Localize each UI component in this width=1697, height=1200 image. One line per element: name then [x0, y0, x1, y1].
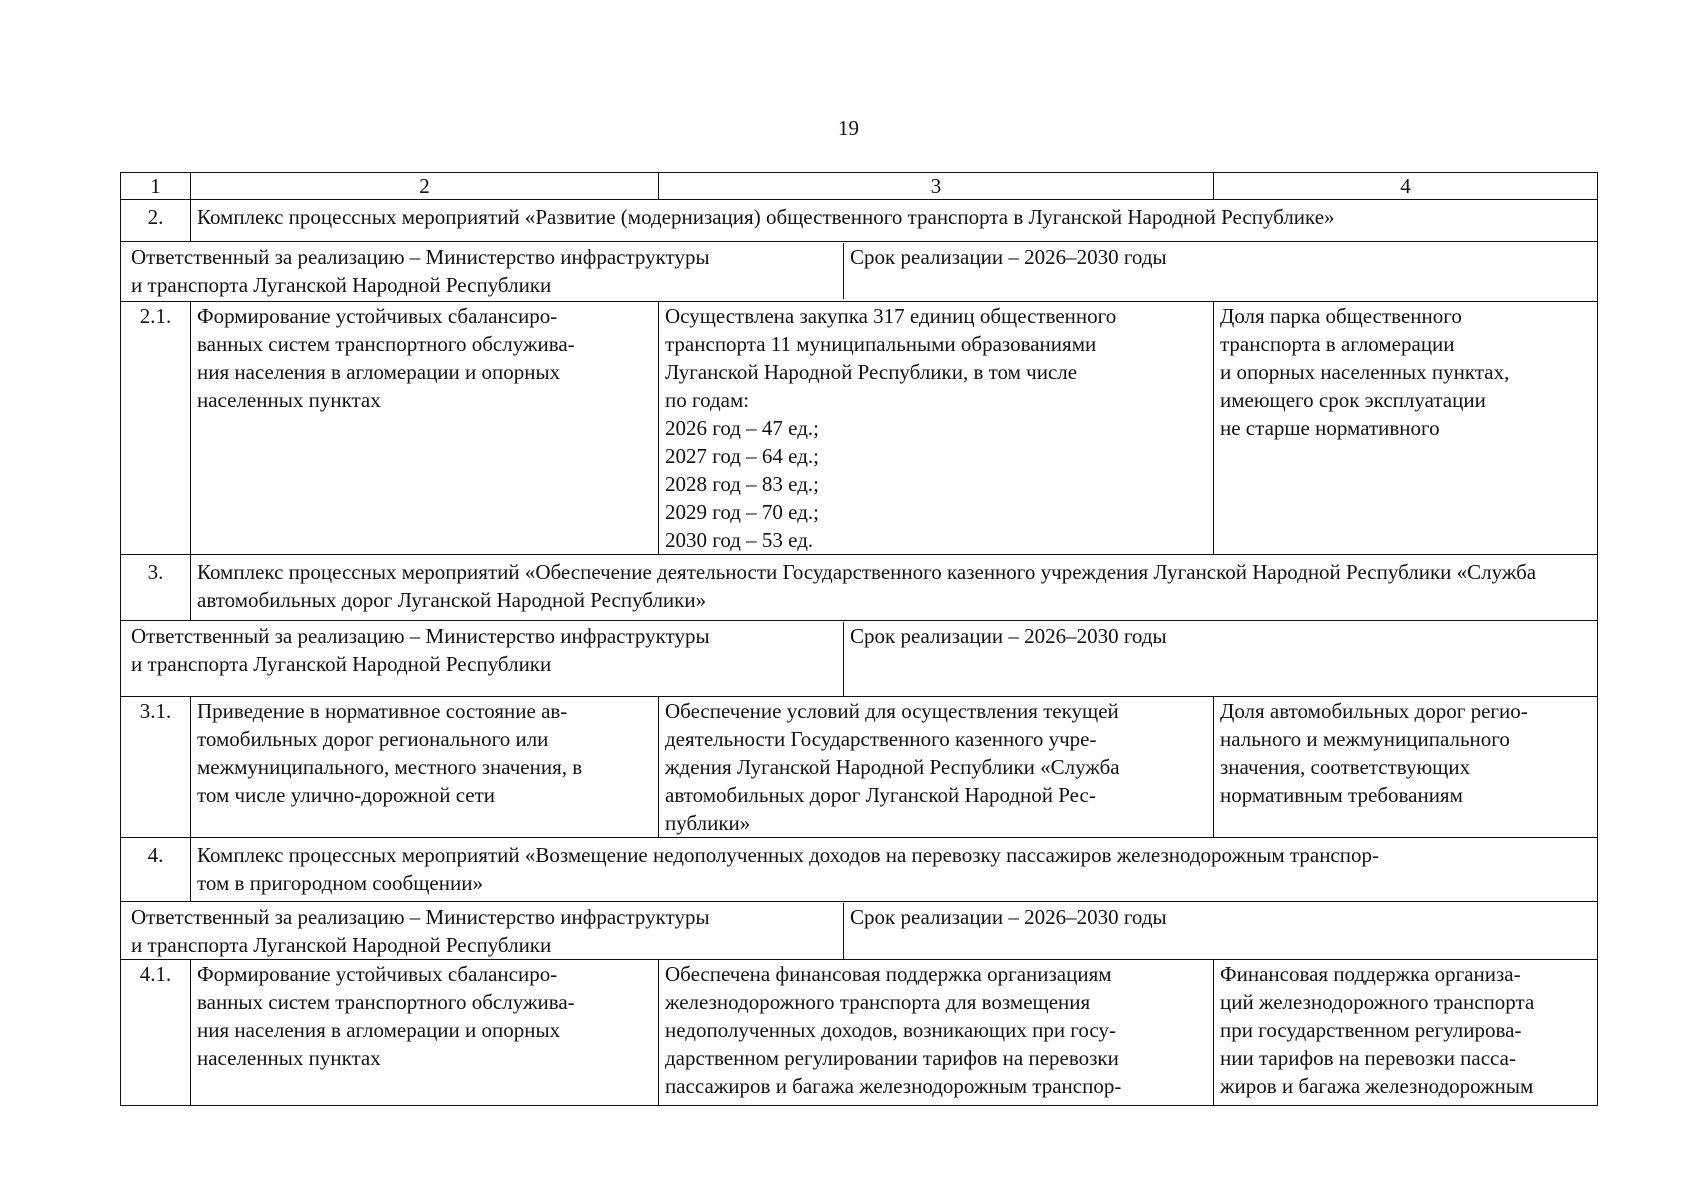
item-effect: Обеспечение условий для осуществления текущей деятельности Государственного казенного учре- ждения Луганской Народной Республики «Служба автомобильных дорог Луганской Народной Рес- публики» — [659, 697, 1214, 838]
item-indicator: Доля автомобильных дорог регио- нального и межмуниципального значения, соответствующих нормативным требованиям — [1214, 697, 1598, 838]
period-text: Срок реализации – 2026–2030 годы — [850, 624, 1167, 648]
column-number-2: 2 — [191, 173, 659, 200]
responsible-text: Ответственный за реализацию – Министерство инфраструктуры и транспорта Луганской Народной Республики — [121, 622, 844, 696]
period-text: Срок реализации – 2026–2030 годы — [850, 905, 1167, 929]
item-task: Формирование устойчивых сбалансиро- ванных систем транспортного обслужива- ния населения в агломерации и опорных населенных пунктах — [191, 302, 659, 555]
complex-row — [121, 555, 1598, 621]
responsible-text: Ответственный за реализацию – Министерство инфраструктуры и транспорта Луганской Народной Республики — [121, 903, 844, 959]
item-indicator: Финансовая поддержка организа- ций железнодорожного транспорта при государственном регулирова- нии тарифов на перевозки пасса- жиров и багажа железнодорожным — [1214, 960, 1598, 1106]
measures-table — [120, 172, 1598, 1106]
item-row — [121, 697, 1598, 838]
item-number: 2.1. — [121, 302, 191, 555]
period-text: Срок реализации – 2026–2030 годы — [850, 245, 1167, 269]
complex-title: Комплекс процессных мероприятий «Возмещение недополученных доходов на перевозку пассажиров железнодорожным транспор- том в пригородном сообщении» — [191, 838, 1598, 902]
item-effect: Обеспечена финансовая поддержка организациям железнодорожного транспорта для возмещения недополученных доходов, возникающих при госу- дарственном регулировании тарифов на перевозки пассажиров и багажа железнодорожным транспор- — [659, 960, 1214, 1106]
complex-title: Комплекс процессных мероприятий «Обеспечение деятельности Государственного казенного учреждения Луганской Народной Республики «Служба автомобильных дорог Луганской Народной Республики» — [191, 555, 1598, 621]
item-row — [121, 960, 1598, 1106]
item-effect: Осуществлена закупка 317 единиц общественного транспорта 11 муниципальными образованиями Луганской Народной Республики, в том числе по годам: 2026 год – 47 ед.; 2027 год – 64 ед.; 2028 год – 83 ед.; 2029 год – 70 ед.; 2030 год – 53 ед. — [659, 302, 1214, 555]
complex-number: 3. — [121, 555, 191, 621]
item-indicator: Доля парка общественного транспорта в агломерации и опорных населенных пунктах, имеющего срок эксплуатации не старше нормативного — [1214, 302, 1598, 555]
column-number-4: 4 — [1214, 173, 1598, 200]
responsible-text: Ответственный за реализацию – Министерство инфраструктуры и транспорта Луганской Народной Республики — [121, 243, 844, 299]
column-number-3: 3 — [659, 173, 1214, 200]
column-number-row — [121, 173, 1598, 200]
responsible-row — [121, 621, 1598, 697]
column-number-1: 1 — [121, 173, 191, 200]
complex-title: Комплекс процессных мероприятий «Развитие (модернизация) общественного транспорта в Луганской Народной Республике» — [191, 200, 1598, 242]
complex-row — [121, 838, 1598, 902]
item-number: 4.1. — [121, 960, 191, 1106]
item-row — [121, 302, 1598, 555]
complex-number: 4. — [121, 838, 191, 902]
item-task: Приведение в нормативное состояние ав- томобильных дорог регионального или межмуниципального, местного значения, в том числе улично-дорожной сети — [191, 697, 659, 838]
responsible-row — [121, 902, 1598, 960]
item-task: Формирование устойчивых сбалансиро- ванных систем транспортного обслужива- ния населения в агломерации и опорных населенных пунктах — [191, 960, 659, 1106]
item-number: 3.1. — [121, 697, 191, 838]
complex-number: 2. — [121, 200, 191, 242]
complex-row — [121, 200, 1598, 242]
responsible-row — [121, 242, 1598, 302]
page-number: 19 — [838, 116, 859, 140]
